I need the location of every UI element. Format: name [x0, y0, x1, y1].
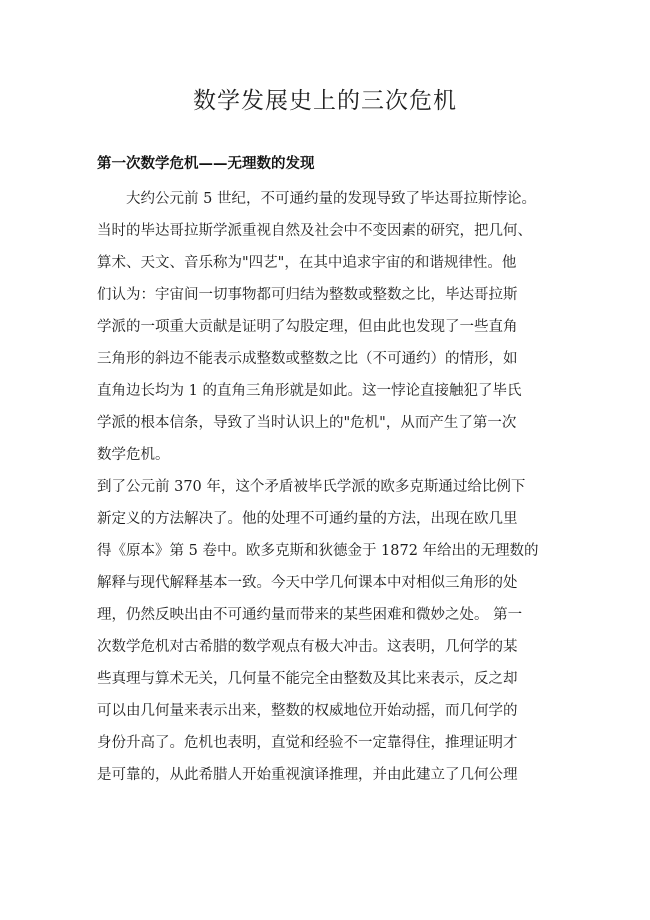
paragraph-line: 当时的毕达哥拉斯学派重视自然及社会中不变因素的研究，把几何、 — [97, 223, 532, 239]
paragraph-line: 些真理与算术无关，几何量不能完全由整数及其比来表示，反之却 — [97, 671, 518, 687]
paragraph-line: 得《原本》第 5 卷中。欧多克斯和狄德金于 1872 年给出的无理数的 — [97, 543, 539, 559]
paragraph-line: 数学危机。 — [97, 447, 170, 463]
paragraph-line: 大约公元前 5 世纪，不可通约量的发现导致了毕达哥拉斯悖论。 — [126, 191, 536, 207]
paragraph-line: 理，仍然反映出由不可通约量而带来的某些困难和微妙之处。 第一 — [97, 607, 523, 623]
paragraph-line: 学派的一项重大贡献是证明了勾股定理，但由此也发现了一些直角 — [97, 319, 518, 335]
paragraph-line: 次数学危机对古希腊的数学观点有极大冲击。这表明，几何学的某 — [97, 639, 518, 655]
paragraph-line: 三角形的斜边不能表示成整数或整数之比（不可通约）的情形，如 — [97, 351, 518, 367]
paragraph-line: 们认为：宇宙间一切事物都可归结为整数或整数之比，毕达哥拉斯 — [97, 287, 518, 303]
paragraph-line: 新定义的方法解决了。他的处理不可通约量的方法，出现在欧几里 — [97, 511, 518, 527]
paragraph-line: 是可靠的，从此希腊人开始重视演译推理，并由此建立了几何公理 — [97, 767, 518, 783]
paragraph-line: 学派的根本信条，导致了当时认识上的"危机"，从而产生了第一次 — [97, 415, 517, 431]
paragraph-line: 直角边长均为 1 的直角三角形就是如此。这一悖论直接触犯了毕氏 — [97, 383, 522, 399]
paragraph-line: 到了公元前 370 年，这个矛盾被毕氏学派的欧多克斯通过给比例下 — [97, 479, 526, 495]
paragraph-line: 算术、天文、音乐称为"四艺"，在其中追求宇宙的和谐规律性。他 — [97, 255, 517, 271]
document-title: 数学发展史上的三次危机 — [193, 88, 457, 114]
section-heading: 第一次数学危机——无理数的发现 — [97, 155, 315, 172]
paragraph-line: 可以由几何量来表示出来，整数的权威地位开始动摇，而几何学的 — [97, 703, 518, 719]
paragraph-line: 身份升高了。危机也表明，直觉和经验不一定靠得住，推理证明才 — [97, 735, 518, 751]
paragraph-line: 解释与现代解释基本一致。今天中学几何课本中对相似三角形的处 — [97, 575, 518, 591]
